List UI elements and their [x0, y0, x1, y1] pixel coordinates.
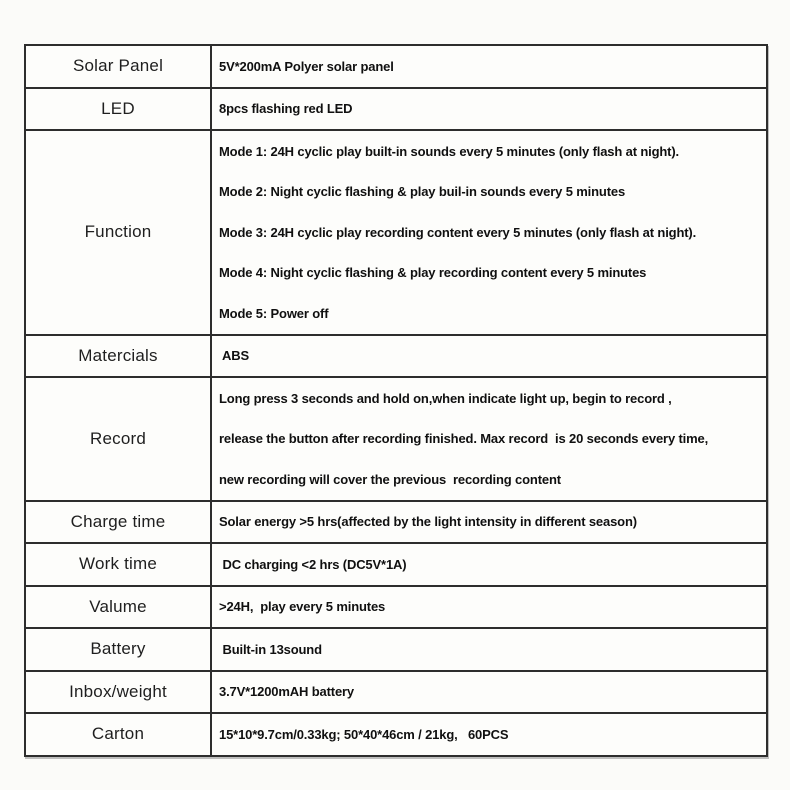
spec-table	[24, 44, 768, 757]
spec-value-line: 5V*200mA Polyer solar panel	[219, 58, 394, 74]
spec-label: Matercials	[26, 336, 212, 377]
table-row	[26, 587, 766, 630]
spec-value-line: Mode 5: Power off	[219, 305, 329, 321]
spec-value-line: >24H, play every 5 minutes	[219, 599, 386, 615]
spec-label: Valume	[26, 587, 212, 628]
spec-label: Inbox/weight	[26, 672, 212, 713]
spec-value-line: Solar energy >5 hrs(affected by the light intensity in different season)	[219, 514, 637, 530]
spec-value	[212, 587, 766, 628]
table-row	[26, 629, 766, 672]
table-row	[26, 89, 766, 132]
table-row	[26, 714, 766, 755]
spec-label: Carton	[26, 714, 212, 755]
spec-value	[212, 544, 766, 585]
spec-value	[212, 629, 766, 670]
table-row	[26, 46, 766, 89]
spec-value	[212, 131, 766, 334]
spec-value	[212, 502, 766, 543]
spec-label: Charge time	[26, 502, 212, 543]
spec-value-line: Mode 1: 24H cyclic play built-in sounds every 5 minutes (only flash at night).	[219, 143, 680, 159]
spec-label: Record	[26, 378, 212, 500]
table-row	[26, 336, 766, 379]
spec-value-line: 3.7V*1200mAH battery	[219, 684, 355, 700]
table-row	[26, 378, 766, 502]
spec-value	[212, 672, 766, 713]
spec-value-line: Mode 4: Night cyclic flashing & play recording content every 5 minutes	[219, 265, 647, 281]
spec-value	[212, 378, 766, 500]
spec-value	[212, 714, 766, 755]
spec-label: Battery	[26, 629, 212, 670]
spec-value-line: Mode 3: 24H cyclic play recording content every 5 minutes (only flash at night).	[219, 224, 697, 240]
spec-value-line: Long press 3 seconds and hold on,when indicate light up, begin to record ,	[219, 390, 672, 406]
spec-value	[212, 89, 766, 130]
spec-value-line: ABS	[219, 348, 249, 364]
spec-label: Function	[26, 131, 212, 334]
table-row	[26, 502, 766, 545]
spec-value-line: new recording will cover the previous recording content	[219, 471, 561, 487]
spec-label: Solar Panel	[26, 46, 212, 87]
spec-value-line: 15*10*9.7cm/0.33kg; 50*40*46cm / 21kg, 60PCS	[219, 726, 509, 742]
table-row	[26, 131, 766, 336]
table-row	[26, 672, 766, 715]
spec-value-line: release the button after recording finished. Max record is 20 seconds every time,	[219, 431, 709, 447]
spec-label: Work time	[26, 544, 212, 585]
spec-value	[212, 336, 766, 377]
spec-value-line: Built-in 13sound	[219, 641, 322, 657]
spec-value-line: Mode 2: Night cyclic flashing & play buil-in sounds every 5 minutes	[219, 184, 626, 200]
spec-value-line: 8pcs flashing red LED	[219, 101, 353, 117]
spec-value	[212, 46, 766, 87]
table-row	[26, 544, 766, 587]
spec-value-line: DC charging <2 hrs (DC5V*1A)	[219, 556, 407, 572]
spec-label: LED	[26, 89, 212, 130]
